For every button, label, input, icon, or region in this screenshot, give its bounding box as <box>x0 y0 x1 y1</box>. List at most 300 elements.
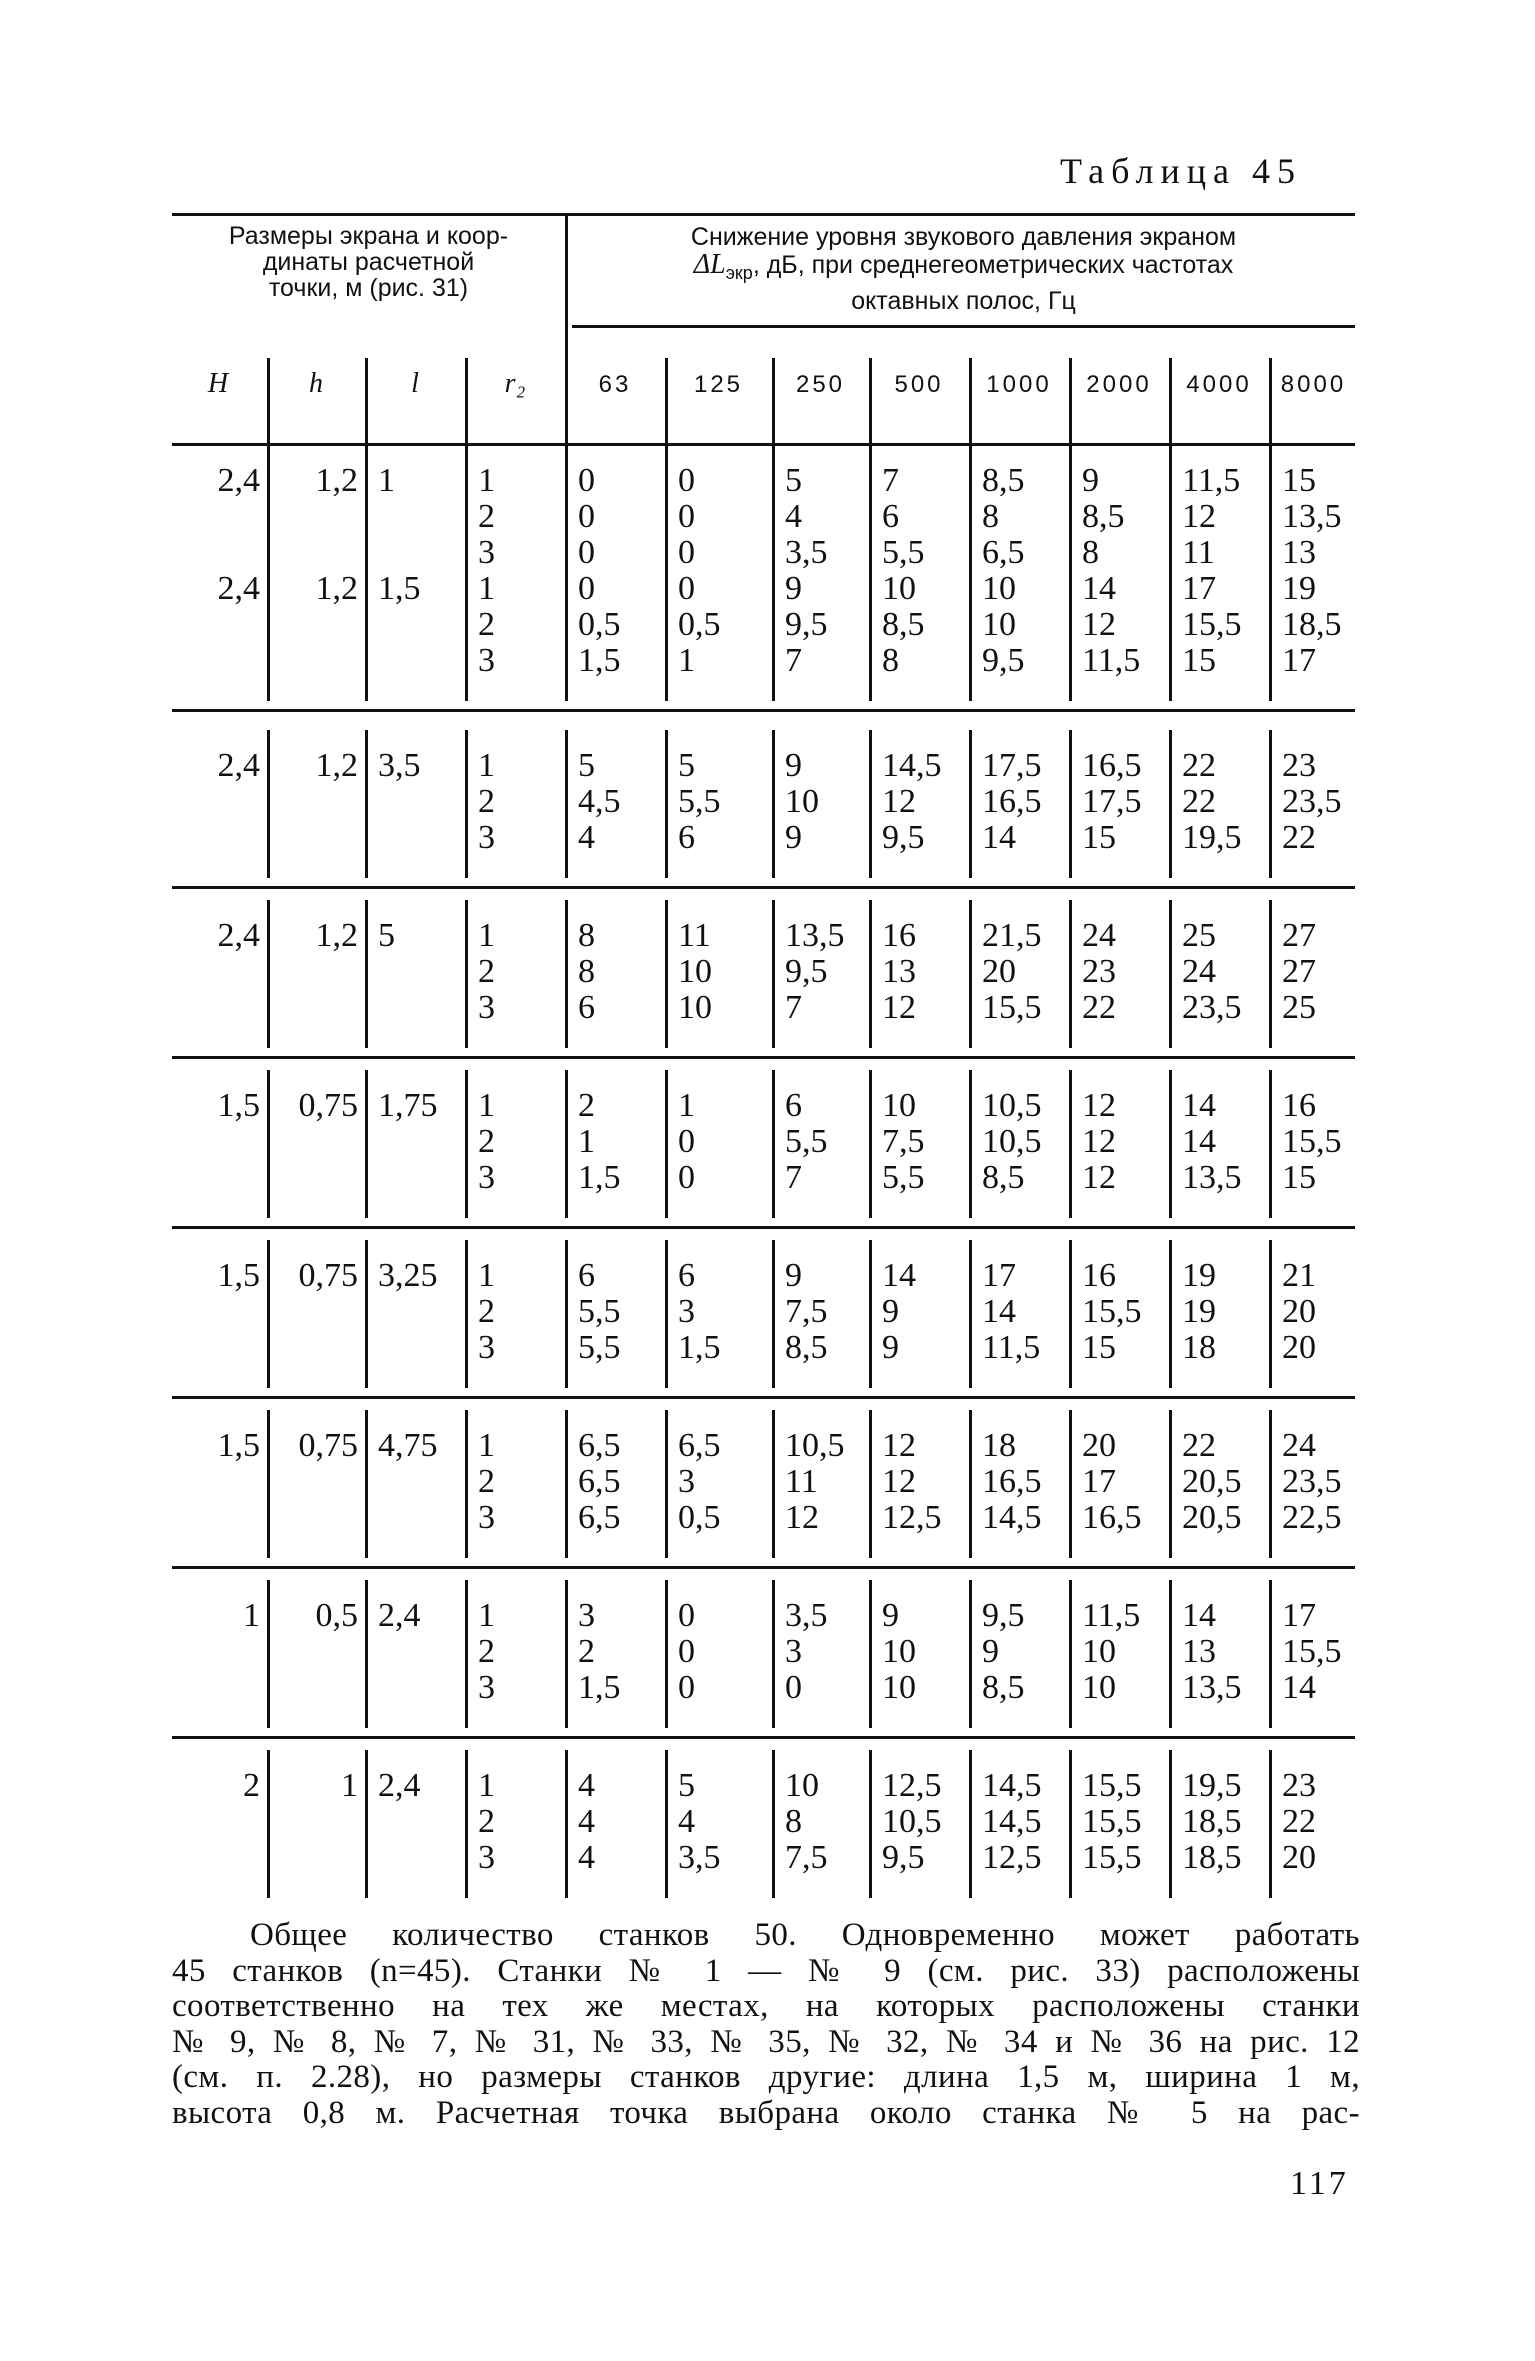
cell-reduction-63: 1,5 <box>578 1159 621 1196</box>
cell-H: 1 <box>243 1597 260 1634</box>
cell-reduction-1000: 14,5 <box>982 1499 1042 1536</box>
cell-reduction-125: 0 <box>678 1669 695 1706</box>
cell-reduction-125: 0 <box>678 534 695 571</box>
cell-reduction-63: 4,5 <box>578 783 621 820</box>
cell-reduction-2000: 15 <box>1082 1329 1116 1366</box>
cell-reduction-500: 12 <box>882 783 916 820</box>
cell-reduction-500: 9,5 <box>882 819 925 856</box>
cell-reduction-2000: 12 <box>1082 606 1116 643</box>
cell-reduction-500: 10 <box>882 1087 916 1124</box>
cell-reduction-500: 5,5 <box>882 1159 925 1196</box>
cell-r2: 1 <box>478 1257 495 1294</box>
cell-reduction-250: 10 <box>785 783 819 820</box>
cell-reduction-125: 4 <box>678 1803 695 1840</box>
cell-reduction-500: 14,5 <box>882 747 942 784</box>
cell-reduction-63: 3 <box>578 1597 595 1634</box>
cell-reduction-250: 0 <box>785 1669 802 1706</box>
cell-h: 1,2 <box>315 917 358 954</box>
cell-reduction-500: 12,5 <box>882 1767 942 1804</box>
cell-reduction-4000: 14 <box>1182 1087 1216 1124</box>
cell-reduction-8000: 13,5 <box>1282 498 1342 535</box>
column-header-r: r₂ <box>504 368 526 399</box>
cell-reduction-1000: 10,5 <box>982 1123 1042 1160</box>
cell-reduction-2000: 8 <box>1082 534 1099 571</box>
cell-r2: 3 <box>478 534 495 571</box>
cell-reduction-125: 3 <box>678 1463 695 1500</box>
cell-reduction-250: 5 <box>785 462 802 499</box>
cell-reduction-4000: 15,5 <box>1182 606 1242 643</box>
cell-reduction-8000: 22 <box>1282 819 1316 856</box>
cell-r2: 3 <box>478 989 495 1026</box>
cell-l: 3,25 <box>378 1257 438 1294</box>
cell-r2: 2 <box>478 498 495 535</box>
cell-r2: 1 <box>478 747 495 784</box>
cell-H: 1,5 <box>217 1087 260 1124</box>
cell-reduction-8000: 15 <box>1282 1159 1316 1196</box>
cell-r2: 3 <box>478 1159 495 1196</box>
cell-reduction-250: 9 <box>785 570 802 607</box>
cell-reduction-63: 5,5 <box>578 1293 621 1330</box>
cell-reduction-250: 5,5 <box>785 1123 828 1160</box>
table-block <box>172 1598 1355 1726</box>
cell-reduction-63: 1,5 <box>578 1669 621 1706</box>
column-header-l: l <box>411 368 419 399</box>
cell-reduction-125: 0 <box>678 1633 695 1670</box>
cell-reduction-4000: 13,5 <box>1182 1159 1242 1196</box>
cell-reduction-1000: 6,5 <box>982 534 1025 571</box>
table-top-rule <box>172 213 1355 216</box>
cell-reduction-500: 12 <box>882 1427 916 1464</box>
cell-reduction-8000: 23,5 <box>1282 1463 1342 1500</box>
cell-r2: 3 <box>478 642 495 679</box>
cell-reduction-2000: 10 <box>1082 1669 1116 1706</box>
cell-reduction-4000: 20,5 <box>1182 1499 1242 1536</box>
cell-reduction-63: 6 <box>578 1257 595 1294</box>
cell-h: 1,2 <box>315 462 358 499</box>
cell-reduction-125: 3,5 <box>678 1839 721 1876</box>
cell-reduction-2000: 12 <box>1082 1159 1116 1196</box>
cell-reduction-8000: 22,5 <box>1282 1499 1342 1536</box>
cell-reduction-4000: 11 <box>1182 534 1215 571</box>
cell-reduction-250: 7 <box>785 989 802 1026</box>
cell-l: 2,4 <box>378 1597 421 1634</box>
paragraph-line: № 9, № 8, № 7, № 31, № 33, № 35, № 32, № 34 и № 36 на рис. 12 <box>172 2023 1360 2060</box>
cell-reduction-8000: 25 <box>1282 989 1316 1026</box>
body-paragraph <box>172 1918 1360 2131</box>
cell-reduction-500: 10 <box>882 1669 916 1706</box>
cell-reduction-8000: 16 <box>1282 1087 1316 1124</box>
cell-r2: 2 <box>478 1633 495 1670</box>
cell-H: 2,4 <box>217 570 260 607</box>
cell-h: 0,75 <box>298 1087 358 1124</box>
column-header-freq: 2000 <box>1086 371 1152 398</box>
cell-reduction-1000: 14 <box>982 819 1016 856</box>
column-header-freq: 4000 <box>1186 371 1252 398</box>
cell-reduction-2000: 11,5 <box>1082 642 1141 679</box>
cell-reduction-2000: 12 <box>1082 1123 1116 1160</box>
header-group-divider <box>565 213 568 443</box>
cell-reduction-4000: 14 <box>1182 1597 1216 1634</box>
cell-r2: 1 <box>478 570 495 607</box>
header-reduction-rest: , дБ, при среднегеометрических частотах <box>752 251 1234 279</box>
cell-reduction-125: 0 <box>678 570 695 607</box>
cell-reduction-63: 0 <box>578 534 595 571</box>
cell-reduction-125: 3 <box>678 1293 695 1330</box>
cell-reduction-250: 9,5 <box>785 606 828 643</box>
paragraph-line: соответственно на тех же местах, на которых расположены станки <box>172 1988 1360 2024</box>
cell-reduction-125: 10 <box>678 989 712 1026</box>
cell-reduction-500: 9 <box>882 1293 899 1330</box>
cell-reduction-125: 0,5 <box>678 1499 721 1536</box>
cell-reduction-125: 1 <box>678 1087 695 1124</box>
column-header-freq: 8000 <box>1280 371 1347 398</box>
cell-reduction-4000: 20,5 <box>1182 1463 1242 1500</box>
cell-reduction-500: 9,5 <box>882 1839 925 1876</box>
data-table <box>172 213 1355 1903</box>
cell-reduction-1000: 8 <box>982 498 999 535</box>
cell-reduction-4000: 19 <box>1182 1257 1216 1294</box>
table-caption: Таблица 45 <box>1060 151 1302 191</box>
cell-h: 1,2 <box>315 747 358 784</box>
cell-reduction-2000: 22 <box>1082 989 1116 1026</box>
cell-reduction-8000: 18,5 <box>1282 606 1342 643</box>
cell-reduction-2000: 16 <box>1082 1257 1116 1294</box>
cell-r2: 2 <box>478 606 495 643</box>
cell-reduction-2000: 16,5 <box>1082 1499 1142 1536</box>
cell-reduction-2000: 15,5 <box>1082 1767 1142 1804</box>
table-block <box>172 1428 1355 1556</box>
cell-reduction-8000: 20 <box>1282 1839 1316 1876</box>
cell-reduction-125: 5 <box>678 747 695 784</box>
cell-l: 1 <box>378 462 395 499</box>
cell-H: 1,5 <box>217 1427 260 1464</box>
block-separator-rule <box>172 1226 1355 1229</box>
column-header-freq: 1000 <box>986 371 1052 398</box>
cell-r2: 2 <box>478 1463 495 1500</box>
cell-reduction-500: 12 <box>882 989 916 1026</box>
cell-h: 1 <box>341 1767 358 1804</box>
cell-reduction-8000: 22 <box>1282 1803 1316 1840</box>
cell-reduction-500: 7 <box>882 462 899 499</box>
cell-reduction-250: 10,5 <box>785 1427 845 1464</box>
cell-reduction-4000: 18,5 <box>1182 1839 1242 1876</box>
paragraph-line: (см. п. 2.28), но размеры станков другие: длина 1,5 м, ширина 1 м, <box>172 2059 1360 2095</box>
cell-reduction-8000: 17 <box>1282 1597 1316 1634</box>
cell-r2: 3 <box>478 1499 495 1536</box>
header-dimensions-line: точки, м (рис. 31) <box>268 274 469 302</box>
cell-r2: 1 <box>478 1767 495 1804</box>
cell-reduction-250: 4 <box>785 498 802 535</box>
delta-symbol: ΔL <box>693 249 726 280</box>
cell-reduction-8000: 23,5 <box>1282 783 1342 820</box>
cell-reduction-2000: 12 <box>1082 1087 1116 1124</box>
cell-reduction-1000: 10 <box>982 606 1016 643</box>
cell-reduction-63: 5 <box>578 747 595 784</box>
cell-reduction-500: 10,5 <box>882 1803 942 1840</box>
cell-r2: 3 <box>478 1669 495 1706</box>
cell-H: 1,5 <box>217 1257 260 1294</box>
column-header-freq: 63 <box>598 371 632 398</box>
cell-h: 0,75 <box>298 1427 358 1464</box>
column-header-h: h <box>309 368 323 399</box>
cell-reduction-125: 0 <box>678 1123 695 1160</box>
cell-reduction-8000: 21 <box>1282 1257 1316 1294</box>
cell-h: 0,75 <box>298 1257 358 1294</box>
cell-reduction-2000: 16,5 <box>1082 747 1142 784</box>
cell-reduction-250: 9,5 <box>785 953 828 990</box>
cell-reduction-4000: 22 <box>1182 783 1216 820</box>
cell-reduction-4000: 19,5 <box>1182 819 1242 856</box>
cell-reduction-63: 1 <box>578 1123 595 1160</box>
cell-reduction-250: 9 <box>785 747 802 784</box>
cell-reduction-63: 0 <box>578 498 595 535</box>
cell-reduction-500: 13 <box>882 953 916 990</box>
cell-reduction-250: 10 <box>785 1767 819 1804</box>
cell-reduction-8000: 23 <box>1282 1767 1316 1804</box>
block-separator-rule <box>172 1056 1355 1059</box>
cell-reduction-2000: 15,5 <box>1082 1839 1142 1876</box>
cell-reduction-1000: 11,5 <box>982 1329 1041 1366</box>
cell-reduction-125: 6 <box>678 1257 695 1294</box>
cell-reduction-8000: 15 <box>1282 462 1316 499</box>
cell-reduction-8000: 15,5 <box>1282 1123 1342 1160</box>
cell-r2: 1 <box>478 1597 495 1634</box>
cell-reduction-1000: 14,5 <box>982 1767 1042 1804</box>
cell-reduction-2000: 15,5 <box>1082 1293 1142 1330</box>
cell-r2: 3 <box>478 1329 495 1366</box>
cell-reduction-63: 6,5 <box>578 1499 621 1536</box>
cell-reduction-4000: 13 <box>1182 1633 1216 1670</box>
cell-reduction-1000: 14,5 <box>982 1803 1042 1840</box>
cell-reduction-2000: 20 <box>1082 1427 1116 1464</box>
cell-reduction-250: 8,5 <box>785 1329 828 1366</box>
cell-reduction-1000: 18 <box>982 1427 1016 1464</box>
cell-reduction-1000: 14 <box>982 1293 1016 1330</box>
cell-reduction-500: 8 <box>882 642 899 679</box>
cell-reduction-63: 1,5 <box>578 642 621 679</box>
cell-reduction-250: 12 <box>785 1499 819 1536</box>
cell-reduction-250: 9 <box>785 819 802 856</box>
cell-reduction-125: 0,5 <box>678 606 721 643</box>
block-separator-rule <box>172 1396 1355 1399</box>
cell-reduction-500: 7,5 <box>882 1123 925 1160</box>
cell-reduction-8000: 13 <box>1282 534 1316 571</box>
cell-reduction-125: 0 <box>678 462 695 499</box>
cell-reduction-63: 4 <box>578 1767 595 1804</box>
cell-reduction-63: 6,5 <box>578 1463 621 1500</box>
cell-reduction-125: 1 <box>678 642 695 679</box>
cell-reduction-500: 9 <box>882 1597 899 1634</box>
cell-r2: 2 <box>478 1123 495 1160</box>
cell-reduction-250: 8 <box>785 1803 802 1840</box>
cell-h: 1,2 <box>315 570 358 607</box>
cell-l: 2,4 <box>378 1767 421 1804</box>
cell-reduction-4000: 17 <box>1182 570 1216 607</box>
cell-reduction-8000: 20 <box>1282 1293 1316 1330</box>
cell-l: 5 <box>378 917 395 954</box>
cell-reduction-63: 0 <box>578 462 595 499</box>
header-reduction <box>572 223 1355 315</box>
cell-H: 2,4 <box>217 462 260 499</box>
cell-reduction-4000: 18 <box>1182 1329 1216 1366</box>
cell-reduction-8000: 24 <box>1282 1427 1316 1464</box>
cell-reduction-1000: 8,5 <box>982 462 1025 499</box>
cell-H: 2,4 <box>217 917 260 954</box>
cell-reduction-2000: 15 <box>1082 819 1116 856</box>
table-block <box>172 1768 1355 1896</box>
cell-reduction-2000: 15,5 <box>1082 1803 1142 1840</box>
column-header-freq: 250 <box>795 371 846 398</box>
cell-reduction-63: 4 <box>578 819 595 856</box>
cell-reduction-4000: 22 <box>1182 747 1216 784</box>
cell-reduction-8000: 17 <box>1282 642 1316 679</box>
cell-reduction-1000: 16,5 <box>982 783 1042 820</box>
cell-reduction-250: 7 <box>785 1159 802 1196</box>
cell-reduction-1000: 17,5 <box>982 747 1042 784</box>
cell-reduction-125: 5,5 <box>678 783 721 820</box>
cell-reduction-2000: 14 <box>1082 570 1116 607</box>
cell-l: 1,75 <box>378 1087 438 1124</box>
cell-reduction-250: 11 <box>785 1463 818 1500</box>
block-separator-rule <box>172 886 1355 889</box>
cell-reduction-8000: 15,5 <box>1282 1633 1342 1670</box>
cell-reduction-8000: 27 <box>1282 953 1316 990</box>
cell-r2: 3 <box>478 1839 495 1876</box>
header-dimensions <box>172 223 565 301</box>
cell-reduction-4000: 15 <box>1182 642 1216 679</box>
cell-reduction-2000: 11,5 <box>1082 1597 1141 1634</box>
column-header-freq: 500 <box>894 371 944 398</box>
cell-reduction-8000: 14 <box>1282 1669 1316 1706</box>
cell-reduction-125: 1,5 <box>678 1329 721 1366</box>
cell-reduction-250: 3,5 <box>785 534 828 571</box>
cell-reduction-125: 0 <box>678 1159 695 1196</box>
cell-reduction-500: 10 <box>882 570 916 607</box>
cell-r2: 1 <box>478 917 495 954</box>
cell-reduction-63: 4 <box>578 1839 595 1876</box>
header-subgroup-rule <box>572 325 1355 328</box>
cell-r2: 1 <box>478 1427 495 1464</box>
cell-reduction-8000: 20 <box>1282 1329 1316 1366</box>
cell-reduction-2000: 17 <box>1082 1463 1116 1500</box>
header-reduction-line: Снижение уровня звукового давления экраном <box>690 223 1237 251</box>
cell-reduction-500: 10 <box>882 1633 916 1670</box>
cell-reduction-125: 5 <box>678 1767 695 1804</box>
cell-reduction-63: 8 <box>578 917 595 954</box>
cell-r2: 3 <box>478 819 495 856</box>
column-header-freq: 125 <box>693 371 744 398</box>
cell-reduction-1000: 8,5 <box>982 1669 1025 1706</box>
cell-reduction-63: 2 <box>578 1633 595 1670</box>
cell-l: 1,5 <box>378 570 421 607</box>
header-dimensions-line: Размеры экрана и коор- <box>228 222 509 250</box>
cell-reduction-8000: 19 <box>1282 570 1316 607</box>
paragraph-line: высота 0,8 м. Расчетная точка выбрана около станка № 5 на рас- <box>172 2094 1360 2131</box>
cell-reduction-500: 12 <box>882 1463 916 1500</box>
cell-r2: 2 <box>478 1803 495 1840</box>
cell-reduction-4000: 22 <box>1182 1427 1216 1464</box>
cell-reduction-8000: 23 <box>1282 747 1316 784</box>
cell-reduction-500: 16 <box>882 917 916 954</box>
cell-reduction-250: 6 <box>785 1087 802 1124</box>
cell-reduction-63: 8 <box>578 953 595 990</box>
table-block <box>172 1088 1355 1216</box>
cell-reduction-4000: 13,5 <box>1182 1669 1242 1706</box>
cell-reduction-4000: 23,5 <box>1182 989 1242 1026</box>
cell-r2: 2 <box>478 783 495 820</box>
cell-l: 3,5 <box>378 747 421 784</box>
cell-reduction-1000: 21,5 <box>982 917 1042 954</box>
cell-reduction-63: 4 <box>578 1803 595 1840</box>
cell-reduction-1000: 9,5 <box>982 1597 1025 1634</box>
cell-reduction-1000: 20 <box>982 953 1016 990</box>
cell-reduction-2000: 10 <box>1082 1633 1116 1670</box>
table-block <box>172 463 1355 699</box>
cell-reduction-63: 5,5 <box>578 1329 621 1366</box>
cell-reduction-1000: 8,5 <box>982 1159 1025 1196</box>
cell-reduction-250: 3,5 <box>785 1597 828 1634</box>
cell-reduction-125: 0 <box>678 498 695 535</box>
cell-reduction-500: 9 <box>882 1329 899 1366</box>
cell-H: 2,4 <box>217 747 260 784</box>
table-block <box>172 918 1355 1046</box>
cell-reduction-1000: 16,5 <box>982 1463 1042 1500</box>
cell-l: 4,75 <box>378 1427 438 1464</box>
cell-r2: 2 <box>478 953 495 990</box>
cell-reduction-500: 6 <box>882 498 899 535</box>
cell-reduction-500: 8,5 <box>882 606 925 643</box>
paragraph-line: 45 станков (n=45). Станки № 1 — № 9 (см. рис. 33) расположены <box>172 1952 1360 1989</box>
cell-reduction-1000: 9,5 <box>982 642 1025 679</box>
cell-reduction-500: 5,5 <box>882 534 925 571</box>
cell-reduction-125: 6,5 <box>678 1427 721 1464</box>
cell-reduction-500: 14 <box>882 1257 916 1294</box>
cell-reduction-4000: 11,5 <box>1182 462 1241 499</box>
cell-reduction-63: 0 <box>578 570 595 607</box>
cell-reduction-2000: 9 <box>1082 462 1099 499</box>
cell-reduction-250: 9 <box>785 1257 802 1294</box>
cell-reduction-250: 3 <box>785 1633 802 1670</box>
cell-reduction-2000: 24 <box>1082 917 1116 954</box>
cell-reduction-8000: 27 <box>1282 917 1316 954</box>
cell-reduction-2000: 23 <box>1082 953 1116 990</box>
table-block <box>172 1258 1355 1386</box>
header-dimensions-line: динаты расчетной <box>262 248 475 276</box>
cell-h: 0,5 <box>315 1597 358 1634</box>
cell-reduction-63: 2 <box>578 1087 595 1124</box>
cell-reduction-500: 12,5 <box>882 1499 942 1536</box>
cell-reduction-4000: 12 <box>1182 498 1216 535</box>
cell-reduction-250: 7,5 <box>785 1293 828 1330</box>
cell-reduction-1000: 10 <box>982 570 1016 607</box>
cell-reduction-63: 6 <box>578 989 595 1026</box>
cell-reduction-125: 6 <box>678 819 695 856</box>
cell-r2: 2 <box>478 1293 495 1330</box>
cell-reduction-2000: 17,5 <box>1082 783 1142 820</box>
cell-reduction-2000: 8,5 <box>1082 498 1125 535</box>
block-separator-rule <box>172 709 1355 712</box>
cell-reduction-125: 11 <box>678 917 711 954</box>
cell-reduction-1000: 9 <box>982 1633 999 1670</box>
cell-reduction-250: 13,5 <box>785 917 845 954</box>
cell-reduction-63: 0,5 <box>578 606 621 643</box>
cell-reduction-250: 7,5 <box>785 1839 828 1876</box>
block-separator-rule <box>172 1566 1355 1569</box>
cell-reduction-250: 7 <box>785 642 802 679</box>
cell-reduction-1000: 15,5 <box>982 989 1042 1026</box>
cell-reduction-4000: 18,5 <box>1182 1803 1242 1840</box>
paragraph-line: Общее количество станков 50. Одновременно может работать <box>250 1917 1360 1953</box>
